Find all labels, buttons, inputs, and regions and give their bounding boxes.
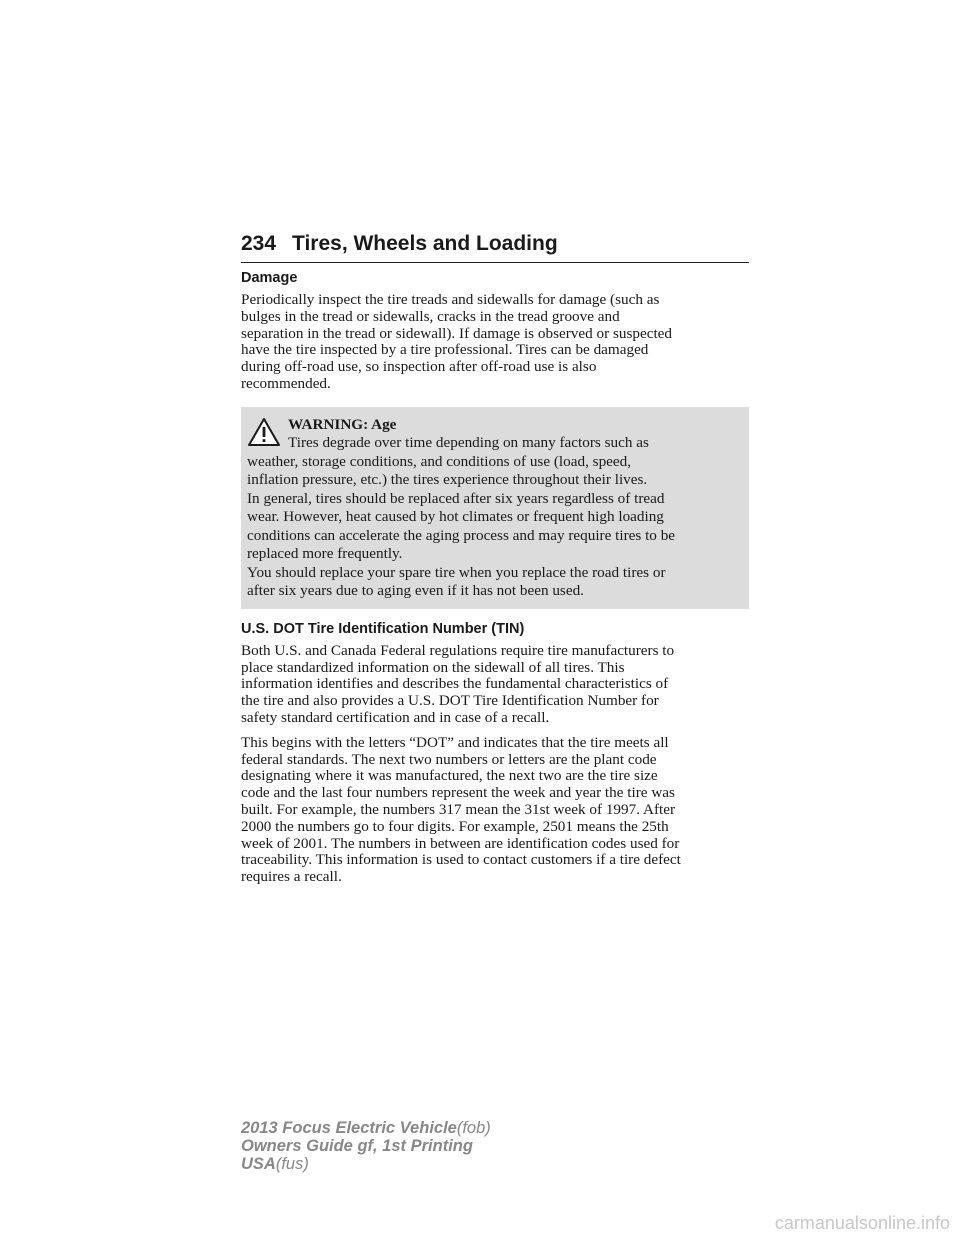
text-line: safety standard certification and in case of a recall. bbox=[241, 708, 550, 726]
text-line: This begins with the letters “DOT” and indicates that the tire meets all bbox=[241, 733, 669, 751]
text-line: code and the last four numbers represent the week and year the tire was bbox=[241, 784, 675, 802]
text-line: separation in the tread or sidewall). If damage is observed or suspected bbox=[241, 324, 673, 342]
text-line: Periodically inspect the tire treads and sidewalls for damage (such as bbox=[241, 291, 660, 308]
text-line: week of 2001. The numbers in between are identification codes used for bbox=[241, 834, 680, 852]
footer-code: (fob) bbox=[456, 1119, 491, 1137]
tin-heading: U.S. DOT Tire Identification Number (TIN) bbox=[241, 620, 525, 637]
warning-text-line: conditions can accelerate the aging process and may require tires to be bbox=[247, 526, 676, 544]
warning-title: WARNING: Age bbox=[288, 415, 397, 433]
text-line: recommended. bbox=[241, 374, 331, 392]
text-line: bulges in the tread or sidewalls, cracks in the tread groove and bbox=[241, 307, 620, 325]
page-number: 234 bbox=[241, 232, 277, 255]
text-line: traceability. This information is used to contact customers if a tire defect bbox=[241, 851, 681, 869]
watermark: carmanualsonline.info bbox=[774, 1213, 950, 1233]
warning-text-line: replaced more frequently. bbox=[247, 545, 403, 563]
text-line: information identifies and describes the fundamental characteristics of bbox=[241, 675, 669, 693]
text-line: 2000 the numbers go to four digits. For example, 2501 means the 25th bbox=[241, 817, 669, 835]
text-line: designating where it was manufactured, the next two are the tire size bbox=[241, 767, 658, 785]
text-line: the tire and also provides a U.S. DOT Tire Identification Number for bbox=[241, 692, 659, 710]
warning-box bbox=[241, 407, 749, 609]
footer-vehicle: 2013 Focus Electric Vehicle bbox=[241, 1119, 457, 1137]
text-line: requires a recall. bbox=[241, 868, 342, 886]
page-content bbox=[241, 270, 749, 894]
warning-text-line: You should replace your spare tire when you replace the road tires or bbox=[247, 563, 666, 581]
warning-text-line: weather, storage conditions, and conditions of use (load, speed, bbox=[247, 452, 632, 470]
warning-text-line: Tires degrade over time depending on many factors such as bbox=[288, 434, 649, 452]
text-line: federal standards. The next two numbers or letters are the plant code bbox=[241, 750, 657, 768]
footer-line bbox=[241, 1119, 491, 1137]
text-line: place standardized information on the sidewall of all tires. This bbox=[241, 658, 625, 676]
text-line: built. For example, the numbers 317 mean the 31st week of 1997. After bbox=[241, 800, 676, 818]
footer-guide: Owners Guide gf, 1st Printing bbox=[241, 1137, 473, 1155]
warning-text-line: inflation pressure, etc.) the tires experience throughout their lives. bbox=[247, 471, 648, 489]
damage-paragraph bbox=[241, 292, 749, 393]
damage-heading: Damage bbox=[241, 270, 298, 286]
tin-paragraph-2 bbox=[241, 735, 749, 886]
tin-paragraph-1 bbox=[241, 643, 749, 727]
footer-line bbox=[241, 1155, 491, 1173]
page-header bbox=[241, 228, 749, 263]
text-line: have the tire inspected by a tire professional. Tires can be damaged bbox=[241, 341, 649, 359]
footer-code: (fus) bbox=[275, 1155, 309, 1173]
footer-line bbox=[241, 1137, 491, 1155]
text-line: Both U.S. and Canada Federal regulations require tire manufacturers to bbox=[241, 641, 675, 659]
chapter-title: Tires, Wheels and Loading bbox=[292, 232, 558, 255]
text-line: during off-road use, so inspection after off-road use is also bbox=[241, 358, 597, 376]
warning-text-line: In general, tires should be replaced after six years regardless of tread bbox=[247, 489, 665, 507]
warning-triangle-icon bbox=[247, 417, 281, 447]
footer-region: USA bbox=[241, 1155, 276, 1173]
warning-text-line: after six years due to aging even if it has not been used. bbox=[247, 582, 584, 600]
warning-text-line: wear. However, heat caused by hot climates or frequent high loading bbox=[247, 508, 664, 526]
document-footer bbox=[241, 1119, 491, 1173]
